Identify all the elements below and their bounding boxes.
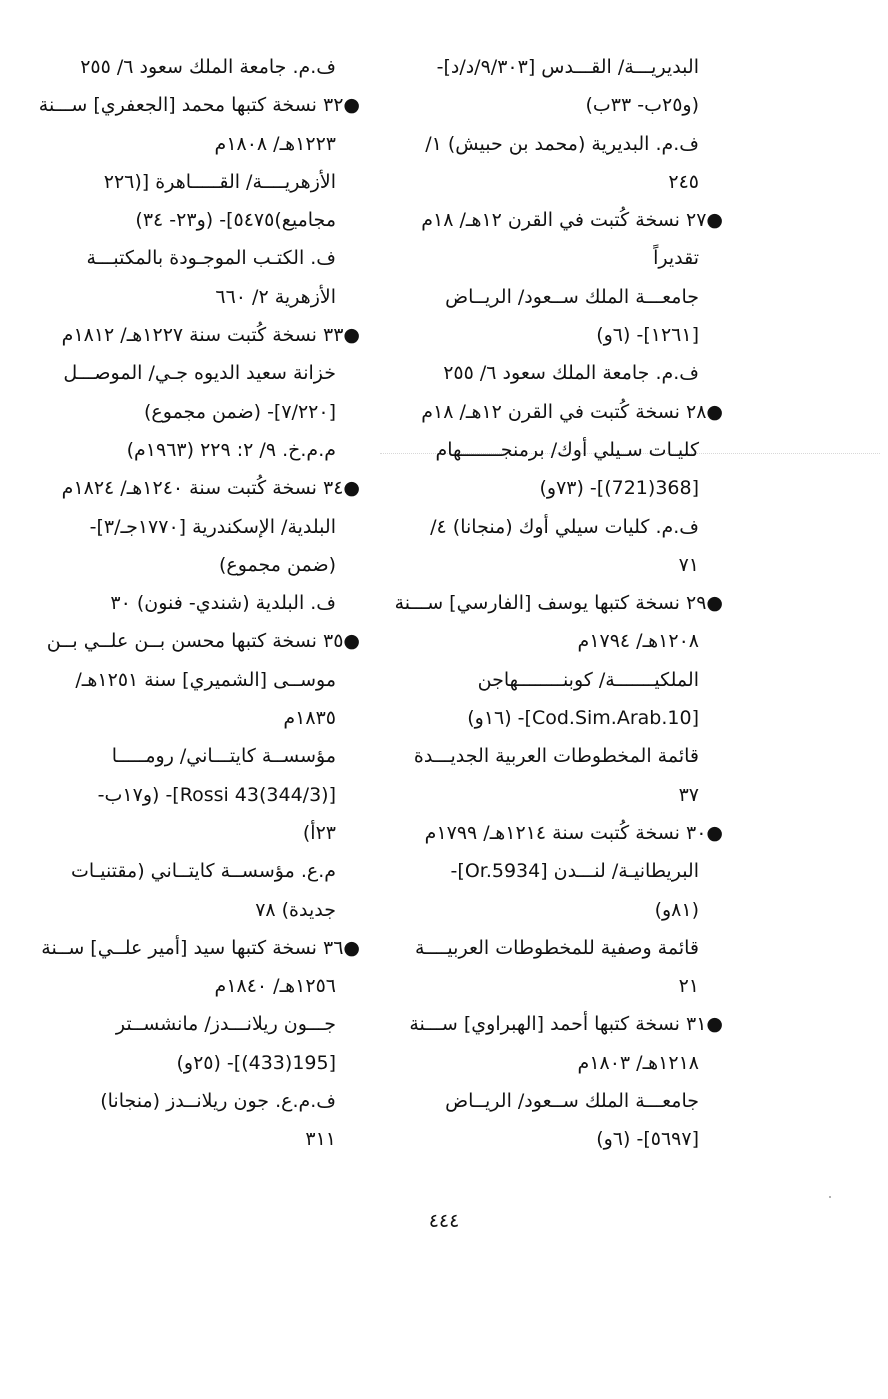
text-line: كليـات سـيلي أوك/ برمنجـــــــهام: [435, 438, 699, 461]
text-line: البديريـــة/ القـــدس [٩/٣٠٣/د/د]-: [436, 56, 699, 78]
text-line: م.ع. مؤسســة كايتــاني (مقتنيـات: [70, 860, 336, 883]
text-line: (٨١و): [654, 898, 699, 921]
text-line: البريطانيـة/ لنـــدن [Or.5934]-: [450, 860, 699, 883]
text-line: تقديراً: [653, 247, 699, 270]
text-line: جديدة) ٧٨: [255, 898, 336, 921]
text-line: (و٢٥ب- ٣٣ب): [585, 94, 699, 117]
text-line: مجاميع)٥٤٧٥]- (و٢٣- ٣٤): [135, 209, 336, 232]
text-line: ف. الكتـب الموجـودة بالمكتبـــة: [86, 247, 336, 270]
text-line: ف.م. جامعة الملك سعود ٦/ ٢٥٥: [443, 362, 699, 385]
text-line: م.م.خ. ٩/ ٢: ٢٢٩ (١٩٦٣م): [126, 438, 336, 461]
text-line: البلدية/ الإسكندرية [١٧٧٠جـ/٣]-: [89, 515, 336, 538]
text-line: ٧١: [678, 553, 699, 576]
text-line: جامعـــة الملك ســعود/ الريــاض: [445, 1090, 699, 1113]
text-line: قائمة وصفية للمخطوطات العربيــــة: [414, 936, 699, 959]
text-line: ف. البلدية (شندي- فنون) ٣٠: [110, 592, 336, 615]
text-line: [195(433)]- (٢٥و): [176, 1051, 336, 1074]
text-line: ١٢٥٦هـ/ ١٨٤٠م: [214, 975, 336, 998]
text-line: [١٢٦١]- (٦و): [596, 324, 699, 347]
right-column: [393, 48, 723, 1159]
text-line: ٣٧: [678, 783, 699, 806]
text-line: ٣١١: [305, 1128, 336, 1151]
text-line: [٥٦٩٧]- (٦و): [596, 1128, 699, 1151]
left-column: [40, 48, 360, 1159]
text-line: ف.م.ع. جون ريلانــدز (منجانا): [100, 1090, 336, 1113]
text-line: ١٢٢٣هـ/ ١٨٠٨م: [214, 132, 336, 155]
text-line: ●٣٠ نسخة كُتبت سنة ١٢١٤هـ/ ١٧٩٩م: [424, 821, 723, 844]
text-line: موســى [الشميري] سنة ١٢٥١هـ/: [75, 668, 336, 691]
text-line: [٧/٢٢٠]- (ضمن مجموع): [144, 400, 336, 423]
text-line: ٢١: [678, 975, 699, 998]
text-line: [368(721)]- (٧٣و): [539, 477, 699, 500]
text-line: قائمة المخطوطات العربية الجديـــدة: [413, 745, 699, 768]
scan-speck: [829, 1196, 831, 1198]
text-line: ●٣٢ نسخة كتبها محمد [الجعفري] ســـنة: [38, 94, 360, 117]
text-line: ف.م. كليات سيلي أوك (منجانا) ٤/: [430, 515, 699, 538]
text-line: ●٣٥ نسخة كتبها محسن بــن علــي بــن: [46, 630, 360, 653]
text-line: [Cod.Sim.Arab.10]- (١٦و): [467, 707, 699, 730]
text-line: مؤسســة كايتـــاني/ رومـــــا: [111, 745, 336, 768]
text-line: ●٣٣ نسخة كُتبت سنة ١٢٢٧هـ/ ١٨١٢م: [61, 324, 360, 347]
text-line: ٢٤٥: [668, 170, 699, 193]
text-line: خزانة سعيد الديوه جـي/ الموصـــل: [63, 362, 336, 385]
text-line: الأزهرية ٢/ ٦٦٠: [215, 285, 336, 308]
text-line: ف.م. جامعة الملك سعود ٦/ ٢٥٥: [80, 56, 336, 78]
text-line: جامعـــة الملك ســعود/ الريــاض: [445, 285, 699, 308]
text-line: ●٢٧ نسخة كُتبت في القرن ١٢هـ/ ١٨م: [421, 209, 723, 232]
text-line: ٢٣أ): [302, 821, 336, 844]
text-line: ١٨٣٥م: [283, 707, 336, 730]
text-line: ●٢٨ نسخة كُتبت في القرن ١٢هـ/ ١٨م: [421, 400, 723, 423]
text-line: (ضمن مجموع): [218, 553, 336, 576]
text-line: ●٣١ نسخة كتبها أحمد [الهبراوي] ســـنة: [409, 1013, 723, 1036]
text-line: ●٢٩ نسخة كتبها يوسف [الفارسي] ســـنة: [394, 592, 723, 615]
text-line: ١٢٠٨هـ/ ١٧٩٤م: [577, 630, 699, 653]
text-line: الأزهريــــة/ القـــــاهرة [(٢٢٦: [103, 170, 336, 193]
text-line: ف.م. البديرية (محمد بن حبيش) ١/: [425, 132, 699, 155]
page-number: ٤٤٤: [428, 1210, 460, 1232]
text-line: ●٣٤ نسخة كُتبت سنة ١٢٤٠هـ/ ١٨٢٤م: [61, 477, 360, 500]
text-line: [Rossi 43(344/3)]- (و١٧ب-: [97, 783, 336, 806]
text-line: جـــون ريلانـــدز/ مانشســتر: [115, 1013, 336, 1036]
text-line: ●٣٦ نسخة كتبها سيد [أمير علــي] ســنة: [41, 936, 360, 959]
text-line: الملكيـــــــة/ كوبنــــــــهاجن: [477, 668, 699, 691]
text-line: ١٢١٨هـ/ ١٨٠٣م: [577, 1051, 699, 1074]
